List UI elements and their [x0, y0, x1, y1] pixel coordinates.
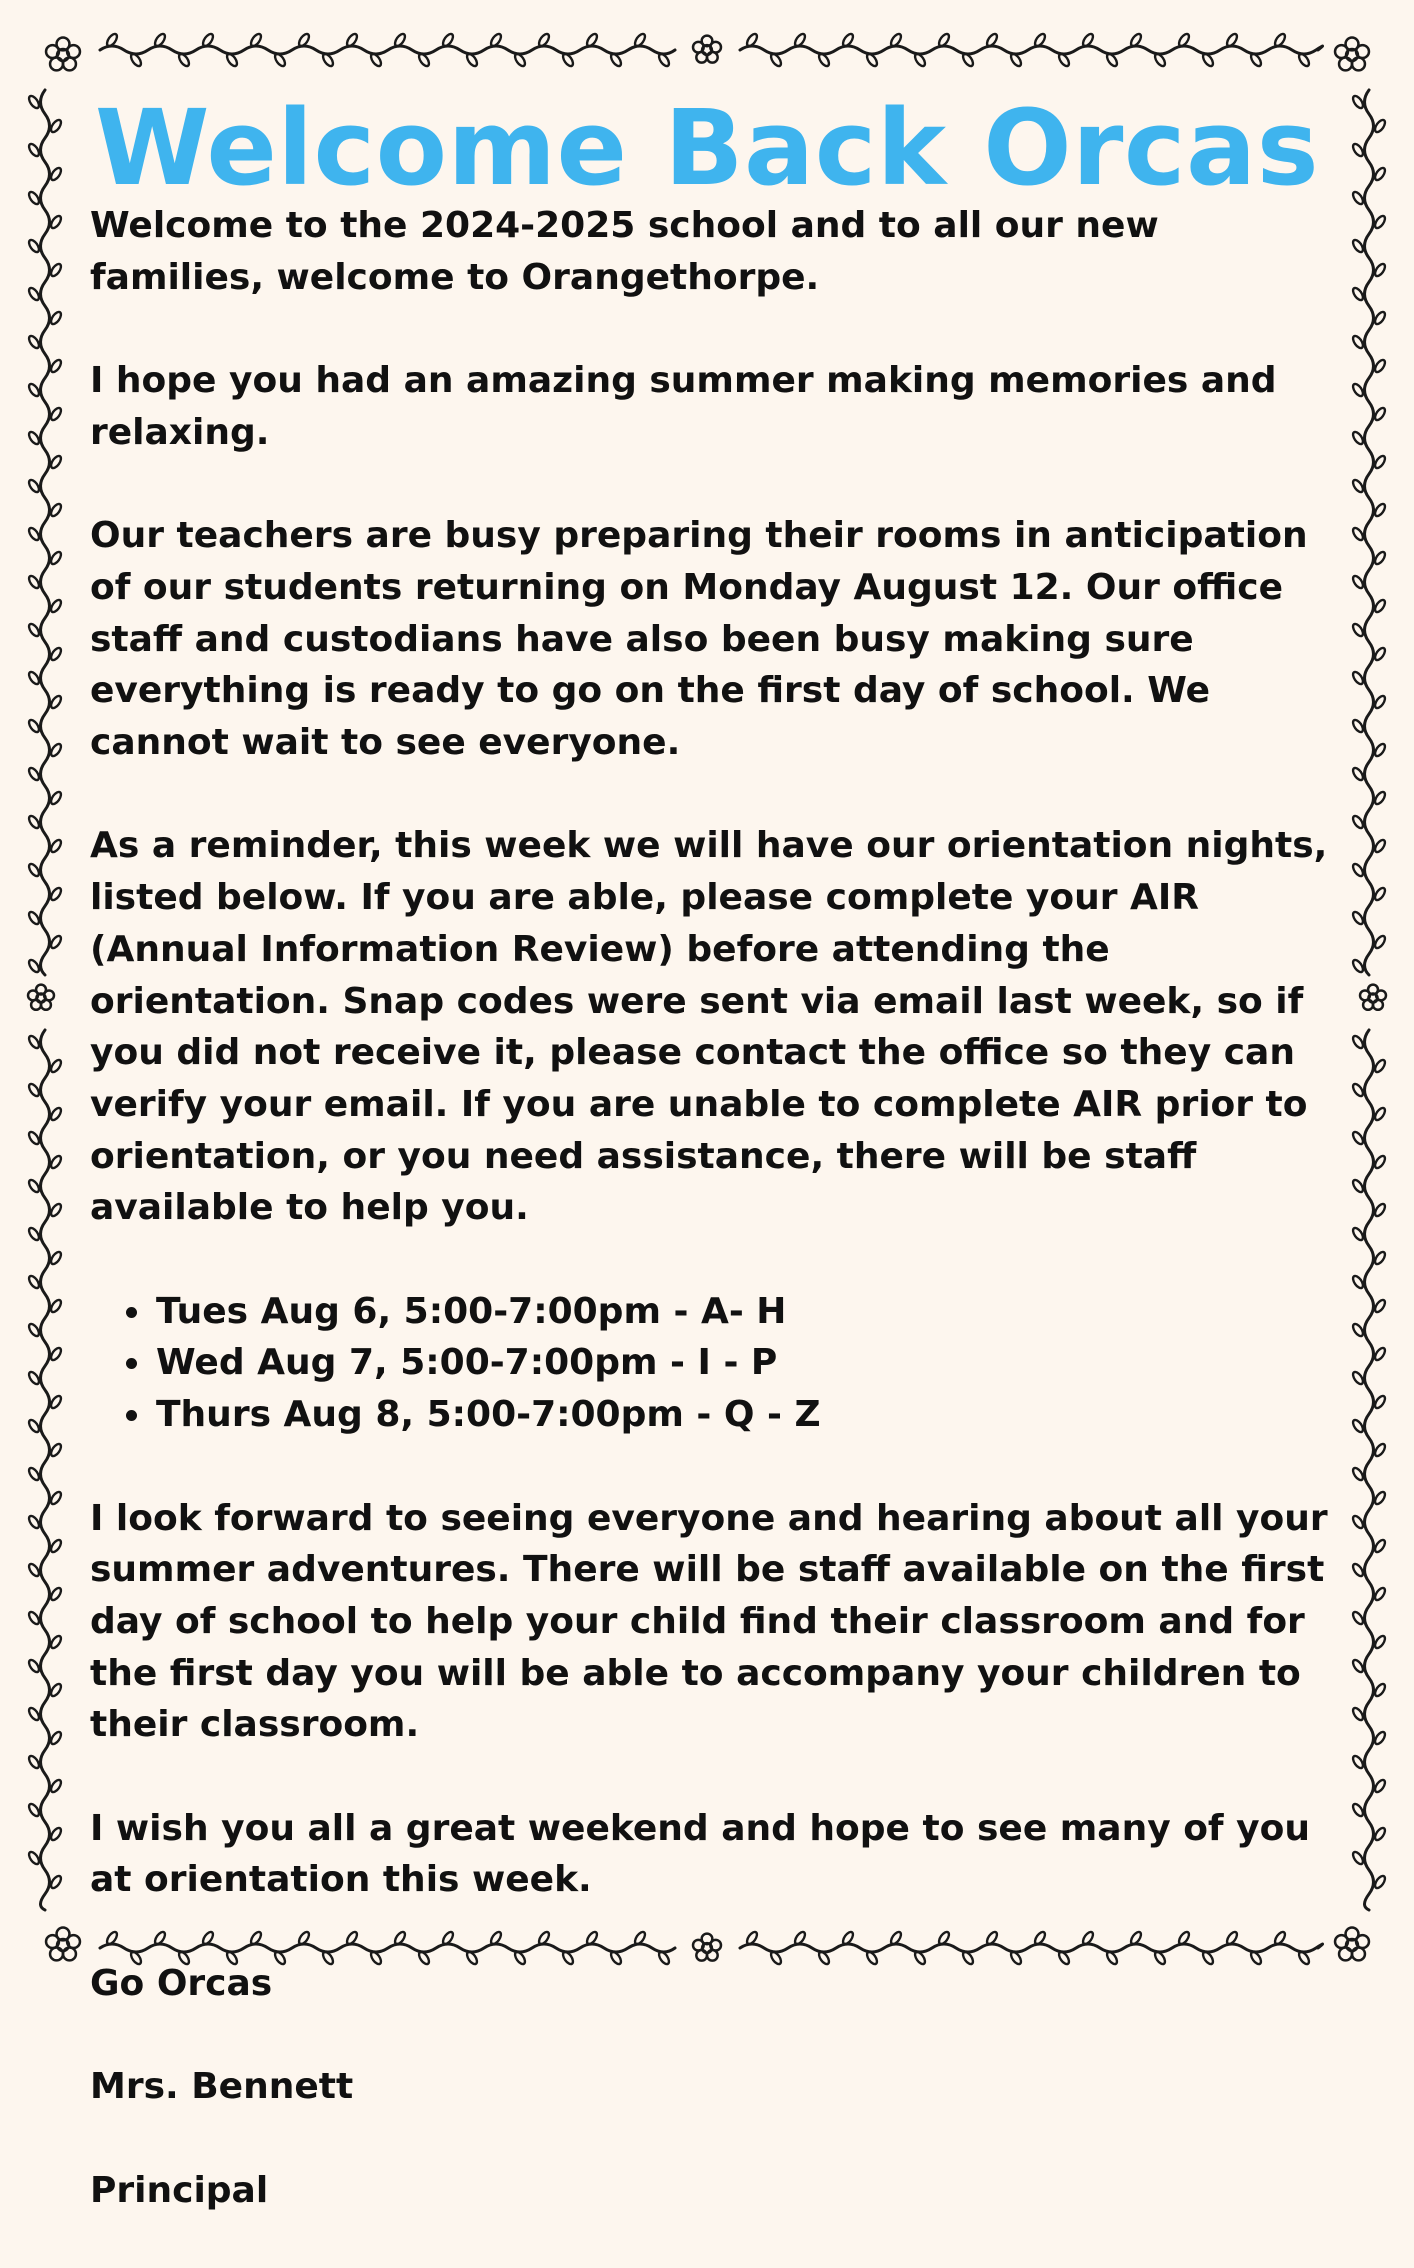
leaf-icon — [1351, 478, 1365, 493]
leaf-icon — [1373, 646, 1387, 661]
flower-petal — [41, 1000, 51, 1010]
leaf-icon — [1351, 526, 1365, 541]
leaf-icon — [27, 286, 41, 301]
leaf-icon — [27, 718, 41, 733]
leaf-icon — [1351, 766, 1365, 781]
leaf-icon — [1373, 1874, 1387, 1889]
leaf-icon — [27, 526, 41, 541]
leaf-icon — [1373, 694, 1387, 709]
leaf-icon — [1351, 958, 1365, 973]
leaf-icon — [1351, 286, 1365, 301]
leaf-icon — [1373, 790, 1387, 805]
leaf-icon — [49, 1586, 63, 1601]
leaf-icon — [49, 358, 63, 373]
leaf-icon — [27, 670, 41, 685]
leaf-icon — [49, 1106, 63, 1121]
leaf-icon — [27, 238, 41, 253]
leaf-icon — [1351, 1466, 1365, 1481]
leaf-icon — [1351, 1370, 1365, 1385]
leaf-icon — [27, 1562, 41, 1577]
leaf-icon — [49, 1058, 63, 1073]
leaf-icon — [27, 1514, 41, 1529]
leaf-icon — [27, 1850, 41, 1865]
leaf-icon — [49, 550, 63, 565]
leaf-icon — [1351, 910, 1365, 925]
leaf-icon — [27, 910, 41, 925]
leaf-icon — [49, 1394, 63, 1409]
leaf-icon — [1351, 1418, 1365, 1433]
leaf-icon — [1351, 1610, 1365, 1625]
leaf-icon — [27, 382, 41, 397]
leaf-icon — [1351, 1850, 1365, 1865]
leaf-icon — [1351, 1802, 1365, 1817]
leaf-icon — [49, 886, 63, 901]
paragraph-wish: I wish you all a great weekend and hope to see many of you at orientation this week. — [90, 1807, 1310, 1901]
leaf-icon — [49, 502, 63, 517]
leaf-icon — [1373, 1202, 1387, 1217]
leaf-icon — [1373, 1442, 1387, 1457]
flower-petal — [1352, 57, 1365, 70]
leaf-icon — [27, 1706, 41, 1721]
list-item: • Wed Aug 7, 5:00-7:00pm - I - P — [154, 1337, 1340, 1389]
leaf-icon — [1351, 1082, 1365, 1097]
vine-stem — [1365, 1030, 1374, 1910]
leaf-icon — [27, 1370, 41, 1385]
leaf-icon — [49, 1442, 63, 1457]
leaf-icon — [27, 1754, 41, 1769]
paragraph-look-forward: I look forward to seeing everyone and hearing about all your summer adventures. There will be staff available on the first day of school to help your child find their classroom and for the first day you will be able to accompany your children to their classroom. — [90, 1497, 1328, 1746]
leaf-icon — [27, 1322, 41, 1337]
leaf-icon — [1351, 1658, 1365, 1673]
leaf-icon — [1373, 358, 1387, 373]
leaf-icon — [1351, 622, 1365, 637]
leaf-icon — [1373, 1634, 1387, 1649]
vine-stem — [41, 1030, 50, 1910]
leaf-icon — [49, 406, 63, 421]
flower-petal — [50, 1947, 63, 1960]
letter-body — [90, 200, 1340, 2268]
leaf-icon — [1373, 262, 1387, 277]
list-item: • Thurs Aug 8, 5:00-7:00pm - Q - Z — [154, 1389, 1340, 1441]
leaf-icon — [1351, 1130, 1365, 1145]
leaf-icon — [1373, 1538, 1387, 1553]
leaf-icon — [27, 1034, 41, 1049]
leaf-icon — [1351, 238, 1365, 253]
leaf-icon — [49, 1778, 63, 1793]
list-item: • Tues Aug 6, 5:00-7:00pm - A- H — [154, 1286, 1340, 1338]
leaf-icon — [27, 1178, 41, 1193]
leaf-icon — [1373, 310, 1387, 325]
leaf-icon — [27, 478, 41, 493]
leaf-icon — [1373, 406, 1387, 421]
leaf-icon — [1373, 1346, 1387, 1361]
leaf-icon — [1351, 718, 1365, 733]
leaf-icon — [27, 766, 41, 781]
leaf-icon — [1373, 838, 1387, 853]
leaf-icon — [49, 1250, 63, 1265]
leaf-icon — [1351, 1754, 1365, 1769]
leaf-icon — [49, 742, 63, 757]
paragraph-orientation: As a reminder, this week we will have our orientation nights, listed below. If you are able, please complete your AIR (Annual Information Review) before attending the orientation. Snap codes were sent via email last week, so if you did not receive it, please contact the office so they can verify your email. If you are unable to complete AIR prior to orientation, or you need assistance, there will be staff available to help you. — [90, 825, 1328, 1229]
leaf-icon — [1373, 1298, 1387, 1313]
flower-petal — [63, 1947, 76, 1960]
leaf-icon — [1373, 1778, 1387, 1793]
vine-stem — [41, 90, 50, 975]
leaf-icon — [1373, 502, 1387, 517]
leaf-icon — [1351, 1034, 1365, 1049]
leaf-icon — [1373, 1154, 1387, 1169]
leaf-icon — [27, 958, 41, 973]
leaf-icon — [49, 790, 63, 805]
leaf-icon — [1351, 1562, 1365, 1577]
leaf-icon — [27, 1610, 41, 1625]
leaf-icon — [49, 646, 63, 661]
leaf-icon — [49, 694, 63, 709]
leaf-icon — [49, 838, 63, 853]
leaf-icon — [1373, 1682, 1387, 1697]
flower-petal — [1352, 1947, 1365, 1960]
leaf-icon — [27, 1226, 41, 1241]
vine-stem — [740, 46, 1323, 54]
leaf-icon — [27, 1418, 41, 1433]
leaf-icon — [1351, 862, 1365, 877]
leaf-icon — [49, 454, 63, 469]
leaf-icon — [49, 310, 63, 325]
flower-petal — [63, 57, 76, 70]
leaf-icon — [49, 1634, 63, 1649]
leaf-icon — [1351, 1274, 1365, 1289]
leaf-icon — [27, 622, 41, 637]
leaf-icon — [49, 1874, 63, 1889]
leaf-icon — [1373, 454, 1387, 469]
leaf-icon — [49, 214, 63, 229]
signoff-name: Mrs. Bennett — [90, 2066, 354, 2108]
leaf-icon — [27, 1466, 41, 1481]
leaf-icon — [49, 1730, 63, 1745]
flower-petal — [707, 52, 718, 63]
leaf-icon — [1373, 1826, 1387, 1841]
leaf-icon — [49, 1346, 63, 1361]
leaf-icon — [1373, 1490, 1387, 1505]
leaf-icon — [49, 1298, 63, 1313]
signoff-role: Principal — [90, 2169, 269, 2211]
leaf-icon — [49, 262, 63, 277]
flower-petal — [1339, 1947, 1352, 1960]
leaf-icon — [1351, 1706, 1365, 1721]
leaf-icon — [49, 598, 63, 613]
leaf-icon — [1373, 550, 1387, 565]
signoff-go-orcas: Go Orcas — [90, 1962, 273, 2004]
leaf-icon — [49, 1682, 63, 1697]
leaf-icon — [1351, 1514, 1365, 1529]
leaf-icon — [27, 1802, 41, 1817]
leaf-icon — [49, 1826, 63, 1841]
leaf-icon — [27, 1658, 41, 1673]
leaf-icon — [27, 1274, 41, 1289]
leaf-icon — [1351, 574, 1365, 589]
leaf-icon — [1373, 1394, 1387, 1409]
leaf-icon — [27, 814, 41, 829]
paragraph-teachers: Our teachers are busy preparing their rooms in anticipation of our students returning on Monday August 12. Our office staff and custodians have also been busy making sure everything is ready to go on the first day of school. We cannot wait to see everyone. — [90, 515, 1308, 763]
leaf-icon — [49, 1154, 63, 1169]
leaf-icon — [1351, 430, 1365, 445]
leaf-icon — [49, 1538, 63, 1553]
leaf-icon — [1351, 1322, 1365, 1337]
leaf-icon — [1373, 1058, 1387, 1073]
leaf-icon — [1351, 1178, 1365, 1193]
orientation-schedule-list — [90, 1286, 1340, 1441]
leaf-icon — [27, 430, 41, 445]
vine-stem — [1365, 90, 1374, 975]
leaf-icon — [1373, 742, 1387, 757]
leaf-icon — [49, 1202, 63, 1217]
leaf-icon — [1351, 670, 1365, 685]
leaf-icon — [1351, 334, 1365, 349]
flower-petal — [1373, 1000, 1383, 1010]
flower-petal — [1339, 57, 1352, 70]
leaf-icon — [1373, 1106, 1387, 1121]
leaf-icon — [1373, 1250, 1387, 1265]
leaf-icon — [1351, 814, 1365, 829]
leaf-icon — [1351, 1226, 1365, 1241]
leaf-icon — [1373, 598, 1387, 613]
leaf-icon — [27, 574, 41, 589]
paragraph-welcome: Welcome to the 2024-2025 school and to all our new families, welcome to Orangethorpe. — [90, 205, 1159, 298]
paragraph-summer: I hope you had an amazing summer making memories and relaxing. — [90, 360, 1277, 453]
leaf-icon — [49, 1490, 63, 1505]
leaf-icon — [27, 1082, 41, 1097]
leaf-icon — [27, 1130, 41, 1145]
leaf-icon — [1373, 934, 1387, 949]
leaf-icon — [1373, 1586, 1387, 1601]
leaf-icon — [1373, 1730, 1387, 1745]
leaf-icon — [27, 862, 41, 877]
leaf-icon — [27, 334, 41, 349]
page-title: Welcome Back Orcas — [94, 87, 1320, 209]
leaf-icon — [1373, 886, 1387, 901]
leaf-icon — [1351, 382, 1365, 397]
leaf-icon — [1373, 214, 1387, 229]
flower-petal — [50, 57, 63, 70]
leaf-icon — [49, 934, 63, 949]
